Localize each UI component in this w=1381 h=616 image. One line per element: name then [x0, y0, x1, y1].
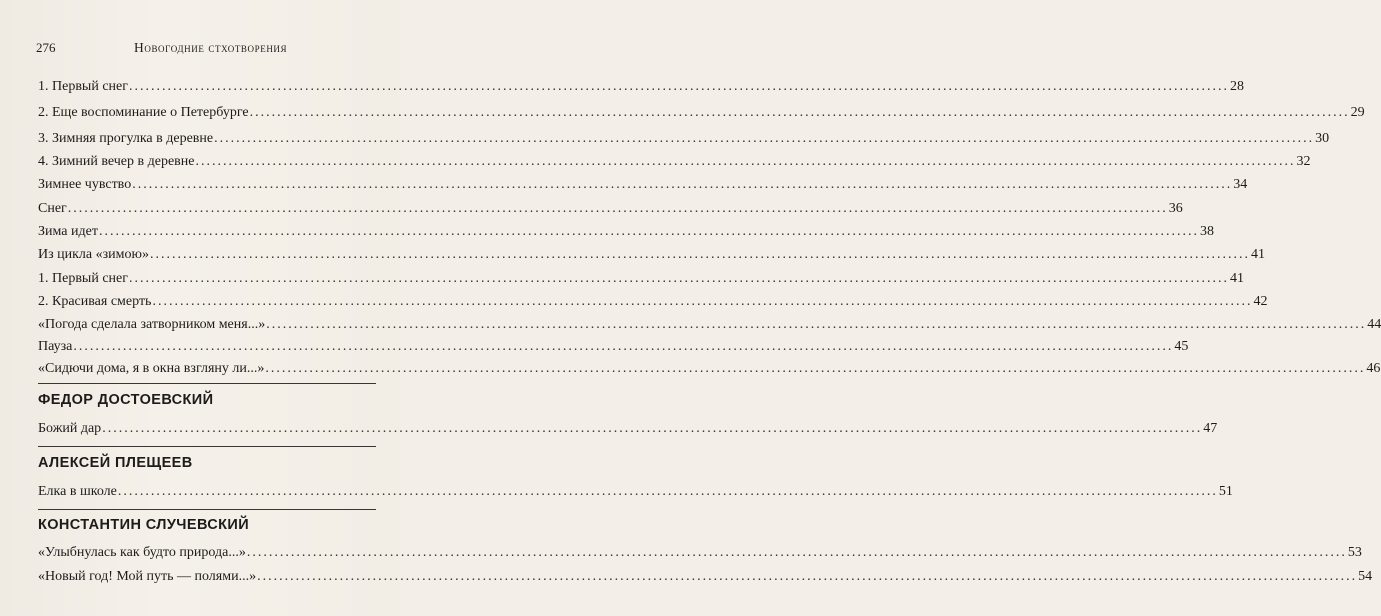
entry-page: 42: [1253, 294, 1268, 309]
entry-page: 34: [1233, 177, 1248, 192]
author-heading: АЛЕКСЕЙ ПЛЕЩЕЕВ: [38, 455, 193, 471]
author-heading: ФЕДОР ДОСТОЕВСКИЙ: [38, 392, 214, 408]
entry-page: 36: [1168, 201, 1183, 216]
section-rule: [38, 509, 376, 510]
toc-entry: [38, 128, 1330, 150]
entry-title: Божий дар: [38, 421, 102, 436]
entry-page: 29: [1350, 105, 1365, 120]
toc-entry: [38, 174, 1248, 196]
section-rule: [38, 446, 376, 447]
leader-dots: ........................................................................................................................................................................................................: [266, 317, 1367, 332]
entry-page: 46: [1366, 361, 1381, 376]
toc-entry: [38, 314, 1381, 336]
toc-entry: [38, 151, 1311, 173]
entry-title: Елка в школе: [38, 484, 117, 499]
leader-dots: ........................................................................................................................................................................................................: [149, 247, 1250, 262]
entry-page: 47: [1203, 421, 1218, 436]
leader-dots: ........................................................................................................................................................................................................: [129, 271, 1229, 286]
entry-title: «Сидючи дома, я в окна взгляну ли...»: [38, 361, 265, 376]
entry-title: «Новый год! Мой путь — полями...»: [38, 569, 257, 584]
entry-page: 41: [1230, 271, 1244, 286]
leader-dots: ........................................................................................................................................................................................................: [117, 484, 1218, 499]
entry-page: 45: [1174, 339, 1189, 354]
entry-title: Зимнее чувство: [38, 177, 132, 192]
entry-title: 2. Красивая смерть: [38, 294, 152, 309]
entry-page: 54: [1358, 569, 1373, 584]
leader-dots: ........................................................................................................................................................................................................: [67, 201, 1168, 216]
entry-title: «Погода сделала затворником меня...»: [38, 317, 266, 332]
toc-entry: [38, 268, 1244, 290]
toc-entry: [38, 418, 1218, 440]
leader-dots: ........................................................................................................................................................................................................: [98, 224, 1199, 239]
toc-entry: [38, 221, 1214, 243]
leader-dots: ........................................................................................................................................................................................................: [249, 105, 1350, 120]
entry-page: 53: [1347, 545, 1362, 560]
author-heading: КОНСТАНТИН СЛУЧЕВСКИЙ: [38, 517, 250, 533]
toc-entry: [38, 566, 1373, 588]
page-number: 276: [36, 40, 56, 55]
entry-title: «Улыбнулась как будто природа...»: [38, 545, 246, 560]
entry-page: 51: [1218, 484, 1233, 499]
entry-page: 30: [1315, 131, 1330, 146]
section-rule: [38, 383, 376, 384]
toc-entry: [38, 542, 1362, 564]
leader-dots: ........................................................................................................................................................................................................: [102, 421, 1203, 436]
entry-title: 3. Зимняя прогулка в деревне: [38, 131, 214, 146]
entry-title: 4. Зимний вечер в деревне: [38, 154, 195, 169]
entry-page: 32: [1296, 154, 1311, 169]
leader-dots: ........................................................................................................................................................................................................: [214, 131, 1315, 146]
toc-entry: [38, 358, 1381, 380]
leader-dots: ........................................................................................................................................................................................................: [132, 177, 1233, 192]
leader-dots: ........................................................................................................................................................................................................: [129, 79, 1229, 94]
entry-page: 44: [1367, 317, 1381, 332]
entry-title: Из цикла «зимою»: [38, 247, 149, 262]
entry-page: 28: [1230, 79, 1244, 94]
running-title: Новогодние стхотворения: [134, 40, 288, 55]
toc-entry: [38, 481, 1233, 503]
entry-page: 38: [1199, 224, 1214, 239]
toc-entry: [38, 102, 1365, 124]
leader-dots: ........................................................................................................................................................................................................: [257, 569, 1358, 584]
entry-title: 2. Еще воспоминание о Петербурге: [38, 105, 249, 120]
toc-entry: [38, 291, 1268, 313]
entry-title: 1. Первый снег: [38, 271, 128, 286]
toc-entry: [38, 244, 1265, 266]
entry-title: Снег: [38, 201, 67, 216]
toc-entry: [38, 336, 1189, 358]
leader-dots: ........................................................................................................................................................................................................: [152, 294, 1253, 309]
leader-dots: ........................................................................................................................................................................................................: [195, 154, 1296, 169]
toc-entry: [38, 198, 1183, 220]
leader-dots: ........................................................................................................................................................................................................: [265, 361, 1366, 376]
entry-title: 1. Первый снег: [38, 79, 128, 94]
entry-page: 41: [1250, 247, 1265, 262]
leader-dots: ........................................................................................................................................................................................................: [246, 545, 1347, 560]
toc-entry: [38, 76, 1244, 98]
entry-title: Зима идет: [38, 224, 98, 239]
leader-dots: ........................................................................................................................................................................................................: [73, 339, 1174, 354]
entry-title: Пауза: [38, 339, 73, 354]
running-head: [36, 40, 380, 60]
